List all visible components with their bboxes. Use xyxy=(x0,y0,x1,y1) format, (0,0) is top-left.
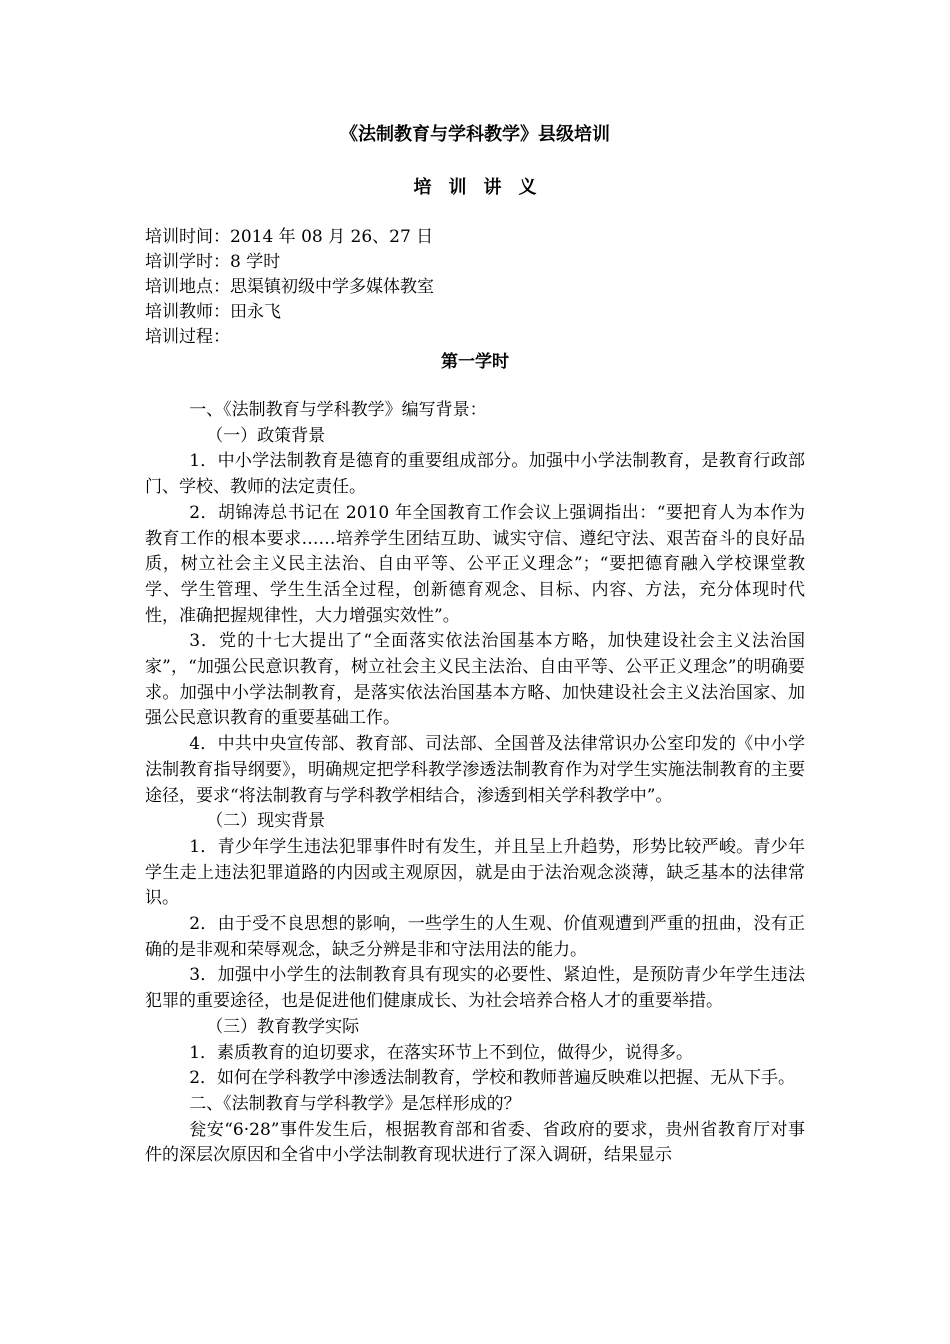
subheading-practice: （三）教育教学实际 xyxy=(206,1016,360,1037)
info-training-teacher: 培训教师：田永飞 xyxy=(145,302,281,322)
paragraph: 3．党的十七大提出了“全面落实依法治国基本方略，加快建设社会主义法治国家”，“加强公民意识教育，树立社会主义民主法治、自由平等、公平正义理念”的明确要求。加强中小学法制教育，是落实依法治国基本方略、加快建设社会主义法治国家、加强公民意识教育的重要基础工作。 xyxy=(145,631,805,729)
paragraph: 2．如何在学科教学中渗透法制教育，学校和教师普遍反映难以把握、无从下手。 xyxy=(189,1068,796,1089)
document-title: 《法制教育与学科教学》县级培训 xyxy=(340,124,610,145)
paragraph: 1．素质教育的迫切要求，在落实环节上不到位，做得少，说得多。 xyxy=(189,1042,694,1063)
paragraph: 1．青少年学生违法犯罪事件时有发生，并且呈上升趋势，形势比较严峻。青少年学生走上违法犯罪道路的内因或主观原因，就是由于法治观念淡薄，缺乏基本的法律常识。 xyxy=(145,836,805,909)
document-subtitle: 培训讲义 xyxy=(413,177,554,198)
paragraph: 2．由于受不良思想的影响，一些学生的人生观、价值观遭到严重的扭曲，没有正确的是非观和荣辱观念，缺乏分辨是非和守法用法的能力。 xyxy=(145,914,805,960)
subheading-reality: （二）现实背景 xyxy=(206,811,326,832)
info-training-process: 培训过程： xyxy=(145,327,230,347)
info-training-hours: 培训学时：8 学时 xyxy=(145,252,281,272)
paragraph: 3．加强中小学生的法制教育具有现实的必要性、紧迫性，是预防青少年学生违法犯罪的重要途径，也是促进他们健康成长、为社会培养合格人才的重要举措。 xyxy=(145,965,805,1012)
section-heading: 第一学时 xyxy=(441,352,509,372)
info-training-location: 培训地点：思渠镇初级中学多媒体教室 xyxy=(145,277,434,297)
paragraph: 1．中小学法制教育是德育的重要组成部分。加强中小学法制教育，是教育行政部门、学校、教师的法定责任。 xyxy=(145,451,805,498)
paragraph: 4．中共中央宣传部、教育部、司法部、全国普及法律常识办公室印发的《中小学法制教育指导纲要》，明确规定把学科教学渗透法制教育作为对学生实施法制教育的主要途径，要求“将法制教育与学科教学相结合，渗透到相关学科教学中”。 xyxy=(145,734,805,806)
body-text xyxy=(145,398,805,1169)
heading-background: 一、《法制教育与学科教学》编写背景： xyxy=(189,400,487,420)
subheading-policy: （一）政策背景 xyxy=(206,425,326,446)
heading-formation: 二、《法制教育与学科教学》是怎样形成的？ xyxy=(189,1093,521,1114)
paragraph: 2．胡锦涛总书记在 2010 年全国教育工作会议上强调指出：“要把育人为本作为教育工作的根本要求……培养学生团结互助、诚实守信、遵纪守法、艰苦奋斗的良好品质，树立社会主义民主法治、自由平等、公平正义理念”；“要把德育融入学校课堂教学、学生管理、学生生活全过程，创新德育观念、目标、内容、方法，充分体现时代性，准确把握规律性，大力增强实效性”。 xyxy=(145,502,805,626)
paragraph: 瓮安“6·28”事件发生后，根据教育部和省委、省政府的要求，贵州省教育厅对事件的深层次原因和全省中小学法制教育现状进行了深入调研，结果显示 xyxy=(145,1119,805,1166)
info-training-time: 培训时间：2014 年 08 月 26、27 日 xyxy=(145,227,434,247)
